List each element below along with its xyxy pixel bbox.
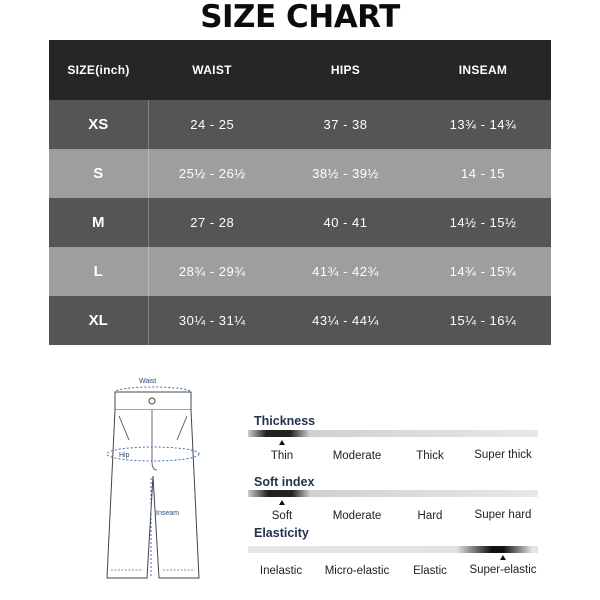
size-cell: XS [88, 116, 109, 133]
thickness-title: Thickness [254, 414, 316, 428]
hips-cell: 41¾ - 42¾ [312, 264, 379, 279]
thickness-marker-icon [279, 440, 285, 445]
header-inseam: INSEAM [458, 63, 508, 77]
inseam-cell: 14 - 15 [461, 166, 505, 181]
page-title: SIZE CHART [200, 0, 400, 35]
elasticity-level: Elastic [413, 565, 447, 577]
header-waist: WAIST [192, 63, 232, 77]
elasticity-scale-bar [248, 546, 538, 553]
hips-cell: 37 - 38 [323, 117, 368, 132]
elasticity-level: Inelastic [259, 565, 303, 577]
elasticity-level: Super-elastic [469, 564, 537, 576]
hip-label: Hip [119, 452, 130, 459]
thickness-level: Thin [270, 450, 294, 462]
table-header-row [49, 40, 551, 100]
thickness-level: Moderate [332, 450, 382, 462]
table-row [49, 198, 551, 247]
thickness-level: Super thick [474, 449, 532, 461]
size-chart-table [49, 40, 552, 345]
waist-cell: 27 - 28 [148, 198, 276, 247]
waistband [115, 392, 191, 410]
elasticity-title: Elasticity [254, 526, 309, 540]
table-row [49, 247, 551, 296]
soft-index-level: Hard [417, 510, 443, 522]
size-cell: XL [88, 312, 108, 329]
waist-cell: 25½ - 26½ [148, 149, 276, 198]
shorts-illustration [95, 370, 230, 600]
inseam-cell: 14½ - 15½ [449, 215, 517, 230]
thickness-scale-bar [248, 430, 538, 437]
inseam-cell: 13¾ - 14¾ [449, 117, 517, 132]
inseam-cell: 15¼ - 16¼ [449, 313, 517, 328]
header-hips: HIPS [330, 63, 361, 77]
elasticity-marker-icon [500, 555, 506, 560]
table-row [49, 149, 551, 198]
header-size: SIZE(inch) [67, 63, 130, 77]
waist-label: Waist [139, 378, 157, 385]
waist-cell: 24 - 25 [148, 100, 276, 149]
table-row [49, 296, 551, 345]
soft-index-marker-icon [279, 500, 285, 505]
shorts-outline [107, 410, 199, 578]
inseam-cell: 14¾ - 15¾ [449, 264, 517, 279]
inseam-label: Inseam [156, 510, 179, 517]
soft-index-level: Soft [271, 510, 293, 522]
soft-index-level: Moderate [332, 510, 382, 522]
hips-cell: 40 - 41 [323, 215, 368, 230]
waist-cell: 28¾ - 29¾ [148, 247, 276, 296]
size-cell: M [92, 214, 105, 231]
soft-index-scale-bar [248, 490, 538, 497]
size-cell: S [93, 165, 104, 182]
soft-index-level: Super hard [474, 509, 532, 521]
hips-cell: 38½ - 39½ [312, 166, 379, 181]
size-cell: L [93, 263, 103, 280]
elasticity-level: Micro-elastic [324, 565, 390, 577]
table-row [49, 100, 551, 149]
shorts-measurement-diagram [95, 370, 230, 600]
thickness-level: Thick [416, 450, 444, 462]
waist-cell: 30¼ - 31¼ [148, 296, 276, 345]
soft-index-title: Soft index [254, 475, 315, 489]
hips-cell: 43¼ - 44¼ [312, 313, 379, 328]
